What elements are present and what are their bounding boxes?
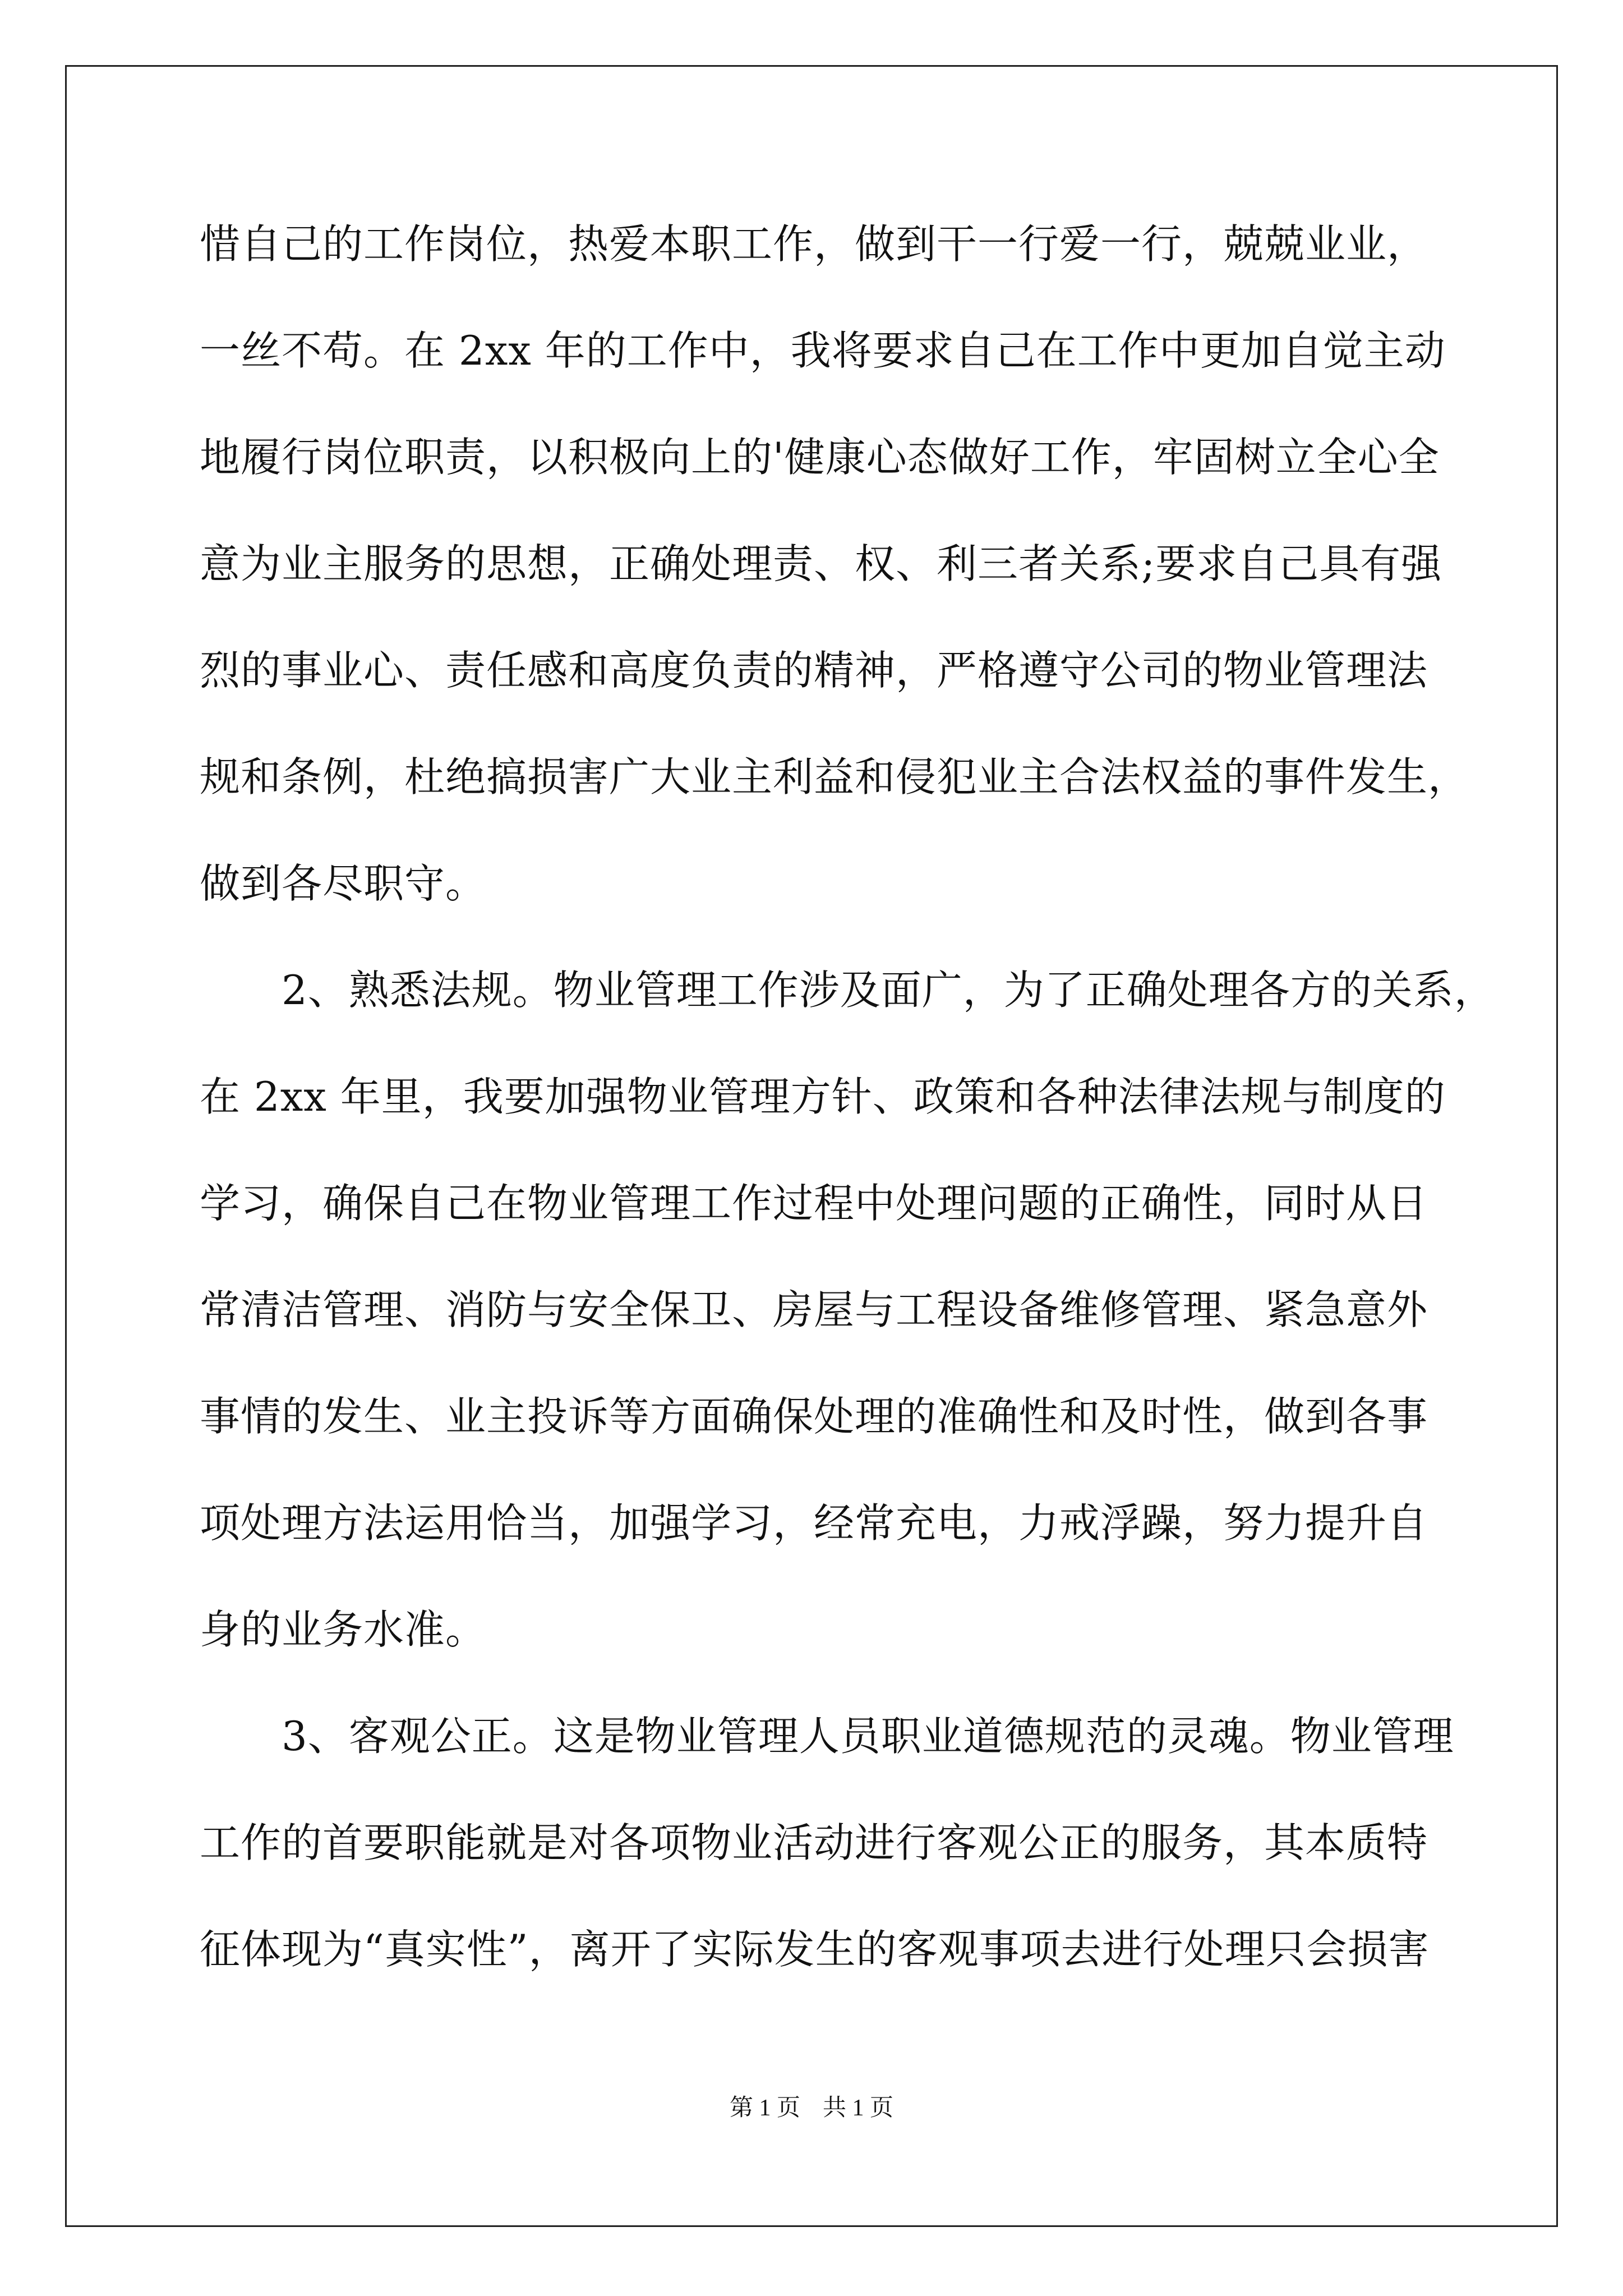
text-line: 工作的首要职能就是对各项物业活动进行客观公正的服务，其本质特 bbox=[200, 1819, 1428, 1866]
text-line: 3、客观公正。这是物业管理人员职业道德规范的灵魂。物业管理 bbox=[200, 1713, 1454, 1760]
page-footer bbox=[0, 2091, 1623, 2125]
text-line: 惜自己的工作岗位，热爱本职工作，做到干一行爱一行，兢兢业业， bbox=[200, 220, 1428, 268]
text-line: 身的业务水准。 bbox=[200, 1606, 487, 1653]
text-line: 征体现为“真实性”，离开了实际发生的客观事项去进行处理只会损害 bbox=[200, 1926, 1430, 1973]
text-line: 烈的事业心、责任感和高度负责的精神，严格遵守公司的物业管理法 bbox=[200, 647, 1428, 694]
text-line: 事情的发生、业主投诉等方面确保处理的准确性和及时性，做到各事 bbox=[200, 1393, 1428, 1440]
document-body bbox=[200, 191, 1495, 2003]
text-line: 常清洁管理、消防与安全保卫、房屋与工程设备维修管理、紧急意外 bbox=[200, 1286, 1428, 1333]
text-line: 做到各尽职守。 bbox=[200, 860, 487, 907]
text-line: 一丝不苟。在 2xx 年的工作中，我将要求自己在工作中更加自觉主动 bbox=[200, 327, 1446, 374]
text-line: 学习，确保自己在物业管理工作过程中处理问题的正确性，同时从日 bbox=[200, 1180, 1428, 1227]
text-line: 地履行岗位职责，以积极向上的'健康心态做好工作，牢固树立全心全 bbox=[200, 434, 1440, 481]
page-number: 第 1 页 bbox=[729, 2095, 800, 2121]
text-line: 2、熟悉法规。物业管理工作涉及面广，为了正确处理各方的关系， bbox=[200, 967, 1495, 1014]
page-total: 共 1 页 bbox=[823, 2095, 894, 2121]
text-line: 意为业主服务的思想，正确处理责、权、利三者关系;要求自己具有强 bbox=[200, 540, 1442, 587]
text-line: 在 2xx 年里，我要加强物业管理方针、政策和各种法律法规与制度的 bbox=[200, 1073, 1446, 1120]
text-line: 项处理方法运用恰当，加强学习，经常充电，力戒浮躁，努力提升自 bbox=[200, 1499, 1428, 1547]
text-line: 规和条例，杜绝搞损害广大业主利益和侵犯业主合法权益的事件发生， bbox=[200, 753, 1469, 800]
